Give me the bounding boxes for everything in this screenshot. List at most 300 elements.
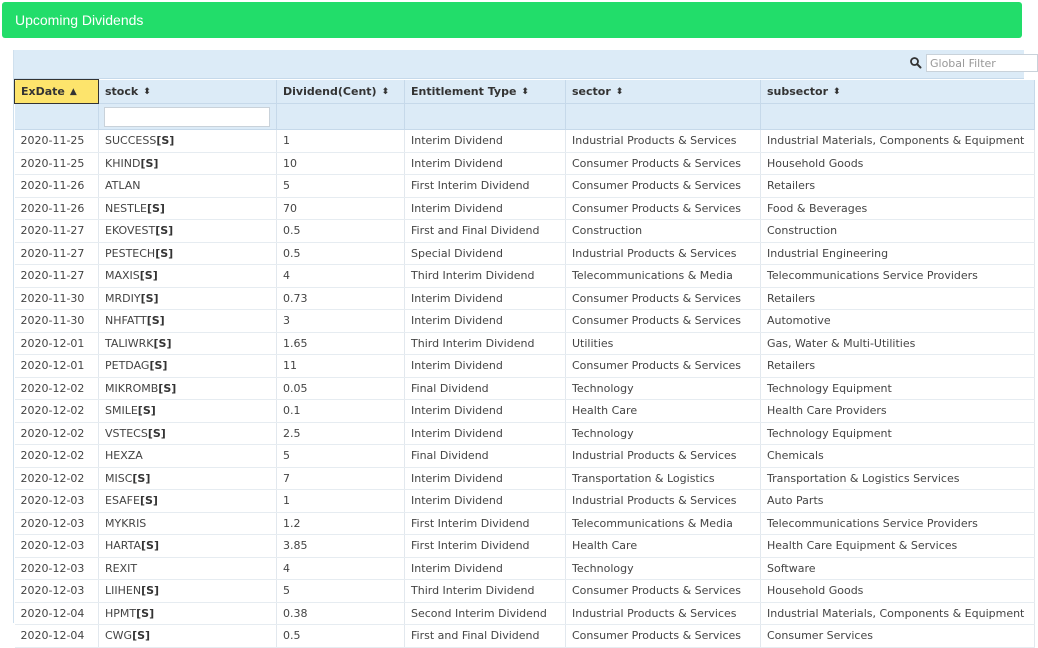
subsector-cell-text: Household Goods [767, 156, 864, 170]
dividend-cell [277, 445, 405, 468]
entitlement-type-cell [405, 625, 566, 648]
stock-cell [99, 625, 277, 648]
dividend-cell-text: 0.73 [283, 291, 308, 305]
sort-icon: ⬍ [143, 86, 151, 97]
entitlement-type-cell [405, 490, 566, 513]
entitlement-type-cell-text: First and Final Dividend [411, 629, 540, 643]
dividend-cell-text: 2.5 [283, 426, 301, 440]
table-row[interactable] [15, 445, 1035, 468]
stock-cell [99, 445, 277, 468]
subsector-cell-text: Construction [767, 224, 838, 238]
shariah-tag: [S] [146, 201, 165, 215]
dividend-cell [277, 332, 405, 355]
sector-cell [566, 310, 761, 333]
subsector-cell-text: Transportation & Logistics Services [767, 471, 960, 485]
subsector-cell [761, 490, 1035, 513]
subsector-cell-text: Industrial Materials, Components & Equipment [767, 606, 1025, 620]
subsector-cell [761, 377, 1035, 400]
table-row[interactable] [15, 355, 1035, 378]
stock-cell [99, 310, 277, 333]
stock-cell [99, 332, 277, 355]
table-row[interactable] [15, 400, 1035, 423]
stock-cell-text: HEXZA [105, 449, 143, 463]
stock-cell [99, 355, 277, 378]
stock-cell-text: CWG [105, 629, 133, 643]
dividend-cell-text: 1.65 [283, 336, 308, 350]
sector-cell-text: Utilities [572, 336, 614, 350]
entitlement-type-cell [405, 220, 566, 243]
dividend-cell [277, 287, 405, 310]
sector-cell-text: Consumer Products & Services [572, 629, 742, 643]
stock-filter-input[interactable] [104, 107, 270, 127]
table-row[interactable] [15, 602, 1035, 625]
entitlement-type-cell [405, 310, 566, 333]
entitlement-type-cell [405, 332, 566, 355]
subsector-cell-text: Household Goods [767, 584, 864, 598]
table-row[interactable] [15, 197, 1035, 220]
dividend-cell [277, 197, 405, 220]
sector-cell-text: Telecommunications & Media [572, 516, 733, 530]
dividend-cell-text: 1 [283, 494, 290, 508]
sector-cell-text: Technology [572, 426, 634, 440]
exdate-cell [15, 130, 99, 153]
column-label: stock [105, 84, 139, 98]
shariah-tag: [S] [139, 494, 158, 508]
entitlement-type-cell-text: Third Interim Dividend [411, 269, 535, 283]
table-row[interactable] [15, 467, 1035, 490]
exdate-cell-text: 2020-12-04 [20, 629, 85, 643]
sector-cell-text: Construction [572, 224, 643, 238]
stock-cell [99, 175, 277, 198]
dividend-cell [277, 557, 405, 580]
sort-icon: ⬍ [381, 86, 390, 97]
shariah-tag: [S] [156, 134, 175, 148]
column-header-sector[interactable] [566, 80, 761, 104]
shariah-tag: [S] [140, 156, 159, 170]
table-row[interactable] [15, 130, 1035, 153]
sector-cell-text: Health Care [572, 404, 638, 418]
subsector-cell [761, 287, 1035, 310]
exdate-cell [15, 242, 99, 265]
table-row[interactable] [15, 332, 1035, 355]
sector-cell-text: Industrial Products & Services [572, 449, 737, 463]
sector-cell-text: Transportation & Logistics [572, 471, 715, 485]
subsector-cell-text: Auto Parts [767, 494, 824, 508]
stock-cell [99, 265, 277, 288]
subsector-cell-text: Health Care Providers [767, 404, 887, 418]
stock-cell-text: KHIND [105, 156, 141, 170]
exdate-cell [15, 265, 99, 288]
sector-cell [566, 400, 761, 423]
dividends-table [14, 79, 1035, 648]
table-row[interactable] [15, 287, 1035, 310]
stock-cell-text: NESTLE [105, 201, 147, 215]
exdate-cell-text: 2020-11-27 [20, 269, 85, 283]
table-row[interactable] [15, 220, 1035, 243]
exdate-cell [15, 422, 99, 445]
subsector-cell [761, 602, 1035, 625]
subsector-cell-text: Technology Equipment [767, 381, 892, 395]
shariah-tag: [S] [139, 269, 158, 283]
sector-cell [566, 625, 761, 648]
sector-cell-text: Industrial Products & Services [572, 494, 737, 508]
table-toolbar [14, 50, 1024, 79]
stock-cell [99, 557, 277, 580]
subsector-cell [761, 242, 1035, 265]
page-title: Upcoming Dividends [15, 12, 144, 28]
exdate-cell [15, 287, 99, 310]
stock-cell-text: PESTECH [105, 246, 156, 260]
exdate-cell-text: 2020-12-02 [20, 471, 85, 485]
subsector-cell-text: Retailers [767, 291, 816, 305]
subsector-cell [761, 535, 1035, 558]
stock-cell [99, 242, 277, 265]
dividends-table-panel [13, 50, 1025, 643]
exdate-cell-text: 2020-11-25 [20, 156, 85, 170]
stock-cell [99, 580, 277, 603]
entitlement-type-cell [405, 535, 566, 558]
sector-cell [566, 355, 761, 378]
entitlement-type-cell [405, 580, 566, 603]
dividend-cell [277, 490, 405, 513]
dividend-cell-text: 11 [283, 359, 297, 373]
filter-cell-entitlement-type [405, 104, 566, 130]
dividend-cell [277, 422, 405, 445]
subsector-cell-text: Telecommunications Service Providers [767, 269, 978, 283]
entitlement-type-cell-text: Interim Dividend [411, 494, 503, 508]
entitlement-type-cell-text: First Interim Dividend [411, 539, 530, 553]
exdate-cell [15, 445, 99, 468]
exdate-cell-text: 2020-12-02 [20, 404, 85, 418]
subsector-cell [761, 355, 1035, 378]
exdate-cell-text: 2020-12-03 [20, 494, 85, 508]
entitlement-type-cell-text: First Interim Dividend [411, 516, 530, 530]
exdate-cell-text: 2020-12-01 [20, 336, 85, 350]
table-row[interactable] [15, 535, 1035, 558]
global-filter [909, 54, 1038, 72]
shariah-tag: [S] [155, 224, 174, 238]
dividend-cell-text: 4 [283, 561, 290, 575]
entitlement-type-cell-text: First and Final Dividend [411, 224, 540, 238]
entitlement-type-cell-text: Interim Dividend [411, 471, 503, 485]
shariah-tag: [S] [141, 539, 160, 553]
exdate-cell-text: 2020-12-02 [20, 426, 85, 440]
exdate-cell-text: 2020-11-27 [20, 224, 85, 238]
subsector-cell [761, 445, 1035, 468]
subsector-cell-text: Software [767, 561, 816, 575]
exdate-cell [15, 580, 99, 603]
sector-cell [566, 467, 761, 490]
stock-cell-text: NHFATT [105, 314, 147, 328]
entitlement-type-cell-text: First Interim Dividend [411, 179, 530, 193]
dividend-cell-text: 7 [283, 471, 290, 485]
entitlement-type-cell [405, 152, 566, 175]
stock-cell-text: TALIWRK [105, 336, 154, 350]
header-bar [2, 2, 1022, 38]
dividend-cell-text: 3.85 [283, 539, 308, 553]
dividend-cell-text: 70 [283, 201, 297, 215]
subsector-cell [761, 512, 1035, 535]
dividend-cell-text: 5 [283, 179, 290, 193]
exdate-cell-text: 2020-12-02 [20, 381, 85, 395]
stock-cell [99, 377, 277, 400]
column-label: Entitlement Type [411, 84, 517, 98]
column-label: Dividend(Cent) [283, 84, 377, 98]
subsector-cell [761, 332, 1035, 355]
entitlement-type-cell-text: Interim Dividend [411, 404, 503, 418]
table-row[interactable] [15, 490, 1035, 513]
subsector-cell-text: Automotive [767, 314, 831, 328]
dividend-cell [277, 355, 405, 378]
dividend-cell [277, 377, 405, 400]
stock-cell [99, 467, 277, 490]
entitlement-type-cell [405, 467, 566, 490]
sort-icon: ⬍ [833, 86, 841, 97]
table-header-row [15, 80, 1035, 104]
exdate-cell-text: 2020-11-26 [20, 179, 85, 193]
entitlement-type-cell [405, 377, 566, 400]
subsector-cell-text: Health Care Equipment & Services [767, 539, 958, 553]
column-label: subsector [767, 84, 829, 98]
dividend-cell-text: 0.38 [283, 606, 308, 620]
dividend-cell-text: 1.2 [283, 516, 301, 530]
exdate-cell [15, 197, 99, 220]
stock-cell [99, 197, 277, 220]
shariah-tag: [S] [147, 426, 166, 440]
filter-cell-subsector [761, 104, 1035, 130]
table-row[interactable] [15, 512, 1035, 535]
entitlement-type-cell [405, 287, 566, 310]
exdate-cell-text: 2020-12-03 [20, 561, 85, 575]
sector-cell-text: Telecommunications & Media [572, 269, 733, 283]
shariah-tag: [S] [137, 404, 156, 418]
dividend-cell [277, 175, 405, 198]
column-header-entitlement-type[interactable] [405, 80, 566, 104]
subsector-cell [761, 152, 1035, 175]
exdate-cell [15, 467, 99, 490]
sector-cell-text: Health Care [572, 539, 638, 553]
dividend-cell-text: 0.5 [283, 629, 301, 643]
sector-cell [566, 332, 761, 355]
entitlement-type-cell [405, 197, 566, 220]
dividend-cell-text: 0.5 [283, 224, 301, 238]
table-row[interactable] [15, 580, 1035, 603]
exdate-cell [15, 602, 99, 625]
sector-cell [566, 602, 761, 625]
entitlement-type-cell-text: Interim Dividend [411, 134, 503, 148]
exdate-cell [15, 152, 99, 175]
sector-cell [566, 445, 761, 468]
entitlement-type-cell-text: Interim Dividend [411, 359, 503, 373]
dividend-cell [277, 625, 405, 648]
exdate-cell [15, 490, 99, 513]
table-row[interactable] [15, 557, 1035, 580]
stock-cell-text: PETDAG [105, 359, 150, 373]
exdate-cell [15, 310, 99, 333]
stock-cell-text: SMILE [105, 404, 138, 418]
sector-cell [566, 490, 761, 513]
sector-cell-text: Consumer Products & Services [572, 291, 742, 305]
dividend-cell [277, 512, 405, 535]
stock-cell-text: MAXIS [105, 269, 140, 283]
sector-cell-text: Consumer Products & Services [572, 359, 742, 373]
exdate-cell-text: 2020-11-30 [20, 291, 85, 305]
table-row[interactable] [15, 377, 1035, 400]
subsector-cell [761, 557, 1035, 580]
table-row[interactable] [15, 242, 1035, 265]
exdate-cell [15, 175, 99, 198]
stock-cell-text: ATLAN [105, 179, 141, 193]
stock-cell [99, 130, 277, 153]
sector-cell [566, 152, 761, 175]
subsector-cell-text: Food & Beverages [767, 201, 868, 215]
table-row[interactable] [15, 152, 1035, 175]
sector-cell [566, 242, 761, 265]
sector-cell-text: Industrial Products & Services [572, 246, 737, 260]
dividend-cell [277, 242, 405, 265]
sector-cell-text: Consumer Products & Services [572, 201, 742, 215]
dividend-cell-text: 4 [283, 269, 290, 283]
entitlement-type-cell [405, 130, 566, 153]
subsector-cell [761, 422, 1035, 445]
exdate-cell-text: 2020-11-25 [20, 134, 85, 148]
exdate-cell-text: 2020-12-03 [20, 516, 85, 530]
entitlement-type-cell [405, 400, 566, 423]
entitlement-type-cell [405, 242, 566, 265]
table-body [15, 130, 1035, 648]
sector-cell [566, 535, 761, 558]
dividend-cell-text: 0.05 [283, 381, 308, 395]
dividend-cell [277, 130, 405, 153]
shariah-tag: [S] [132, 629, 151, 643]
shariah-tag: [S] [149, 359, 168, 373]
sector-cell [566, 580, 761, 603]
dividend-cell-text: 1 [283, 134, 290, 148]
sector-cell [566, 265, 761, 288]
entitlement-type-cell-text: Final Dividend [411, 381, 489, 395]
entitlement-type-cell-text: Interim Dividend [411, 156, 503, 170]
exdate-cell [15, 355, 99, 378]
stock-cell-text: HPMT [105, 606, 137, 620]
filter-cell-stock [99, 104, 277, 130]
subsector-cell [761, 310, 1035, 333]
table-row[interactable] [15, 265, 1035, 288]
entitlement-type-cell [405, 422, 566, 445]
subsector-cell [761, 197, 1035, 220]
table-row[interactable] [15, 422, 1035, 445]
dividend-cell [277, 265, 405, 288]
subsector-cell [761, 175, 1035, 198]
shariah-tag: [S] [141, 584, 160, 598]
subsector-cell-text: Industrial Engineering [767, 246, 889, 260]
dividend-cell [277, 310, 405, 333]
column-header-subsector[interactable] [761, 80, 1035, 104]
exdate-cell [15, 625, 99, 648]
global-filter-input[interactable] [926, 54, 1038, 72]
dividend-cell [277, 580, 405, 603]
stock-cell-text: EKOVEST [105, 224, 156, 238]
entitlement-type-cell [405, 557, 566, 580]
column-header-dividend[interactable] [277, 80, 405, 104]
stock-cell [99, 602, 277, 625]
search-icon [909, 56, 923, 70]
shariah-tag: [S] [155, 246, 174, 260]
stock-cell [99, 287, 277, 310]
table-row[interactable] [15, 625, 1035, 648]
stock-cell-text: LIIHEN [105, 584, 142, 598]
subsector-cell [761, 130, 1035, 153]
entitlement-type-cell-text: Second Interim Dividend [411, 606, 547, 620]
sort-asc-icon: ▲ [69, 87, 77, 97]
exdate-cell [15, 220, 99, 243]
exdate-cell-text: 2020-11-30 [20, 314, 85, 328]
column-filter-row [15, 104, 1035, 130]
sector-cell-text: Technology [572, 381, 634, 395]
exdate-cell-text: 2020-12-04 [20, 606, 85, 620]
entitlement-type-cell-text: Third Interim Dividend [411, 336, 535, 350]
stock-cell [99, 220, 277, 243]
shariah-tag: [S] [158, 381, 177, 395]
stock-cell [99, 490, 277, 513]
dividend-cell-text: 5 [283, 584, 290, 598]
subsector-cell-text: Retailers [767, 179, 816, 193]
stock-cell [99, 512, 277, 535]
filter-cell-exdate [15, 104, 99, 130]
exdate-cell-text: 2020-12-03 [20, 539, 85, 553]
subsector-cell [761, 467, 1035, 490]
exdate-cell [15, 377, 99, 400]
sector-cell [566, 512, 761, 535]
dividend-cell-text: 0.1 [283, 404, 301, 418]
dividend-cell [277, 152, 405, 175]
sector-cell [566, 130, 761, 153]
shariah-tag: [S] [140, 291, 159, 305]
stock-cell-text: VSTECS [105, 426, 148, 440]
column-header-stock[interactable] [99, 80, 277, 104]
entitlement-type-cell [405, 602, 566, 625]
dividend-cell [277, 467, 405, 490]
sector-cell-text: Consumer Products & Services [572, 584, 742, 598]
exdate-cell-text: 2020-12-03 [20, 584, 85, 598]
stock-cell [99, 400, 277, 423]
sector-cell [566, 197, 761, 220]
subsector-cell-text: Chemicals [767, 449, 824, 463]
dividend-cell [277, 602, 405, 625]
exdate-cell-text: 2020-11-26 [20, 201, 85, 215]
sector-cell [566, 377, 761, 400]
subsector-cell-text: Telecommunications Service Providers [767, 516, 978, 530]
exdate-cell [15, 512, 99, 535]
stock-cell-text: MRDIY [105, 291, 141, 305]
entitlement-type-cell-text: Interim Dividend [411, 201, 503, 215]
entitlement-type-cell [405, 355, 566, 378]
stock-cell-text: MYKRIS [105, 516, 147, 530]
sector-cell [566, 287, 761, 310]
column-header-exdate[interactable] [15, 80, 99, 104]
sector-cell-text: Consumer Products & Services [572, 156, 742, 170]
shariah-tag: [S] [146, 314, 165, 328]
stock-cell-text: MIKROMB [105, 381, 159, 395]
table-row[interactable] [15, 175, 1035, 198]
subsector-cell-text: Industrial Materials, Components & Equipment [767, 134, 1025, 148]
table-row[interactable] [15, 310, 1035, 333]
stock-cell [99, 152, 277, 175]
column-label: ExDate [21, 85, 65, 98]
entitlement-type-cell-text: Final Dividend [411, 449, 489, 463]
subsector-cell-text: Technology Equipment [767, 426, 892, 440]
sector-cell [566, 557, 761, 580]
subsector-cell [761, 400, 1035, 423]
